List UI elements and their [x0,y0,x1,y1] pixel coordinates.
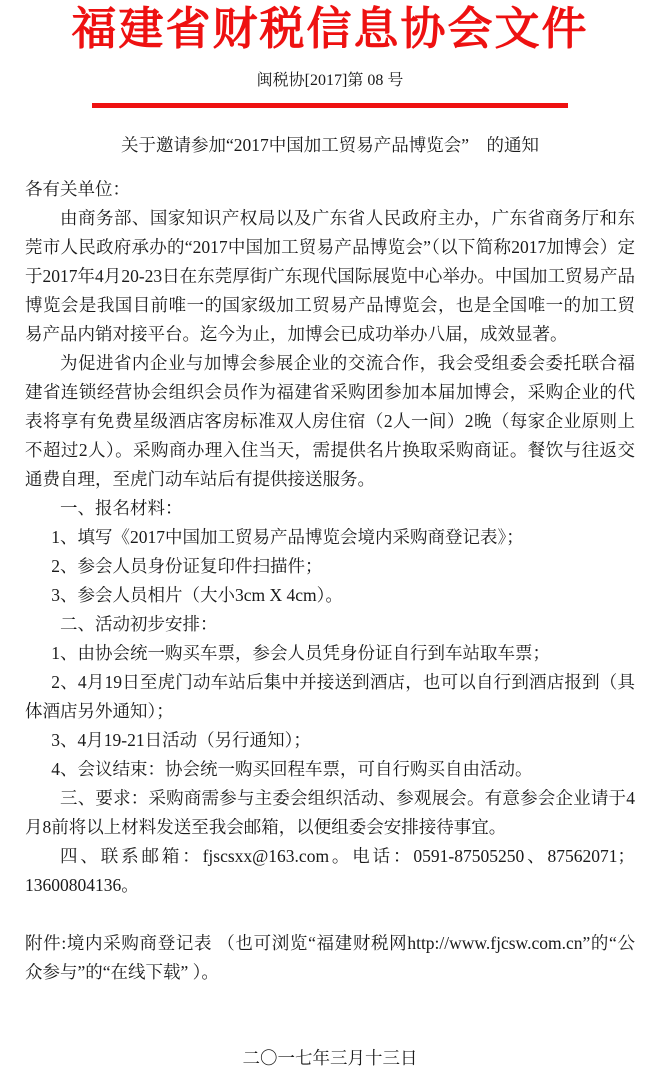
section-1-heading: 一、报名材料： [60,497,183,518]
list-item: 1、填写《2017中国加工贸易产品博览会境内采购商登记表》； [51,526,524,547]
letterhead-title: 福建省财税信息协会文件 [71,3,589,54]
section-2-heading: 二、活动初步安排： [60,613,218,634]
section-3-requirements: 三、要求：采购商需参与主委会组织活动、参观展会。有意参会企业请于4月8前将以上材料发送至我会邮箱，以便组委会安排接待事宜。 [25,787,635,837]
document-subject-title: 关于邀请参加“2017中国加工贸易产品博览会” 的通知 [120,134,540,155]
list-item: 3、参会人员相片（大小3cm X 4cm）。 [51,584,343,605]
paragraph-arrangement: 为促进省内企业与加博会参展企业的交流合作，我会受组委会委托联合福建省连锁经营协会组织会员作为福建省采购团参加本届加博会，采购企业的代表将享有免费星级酒店客房标准双人房住宿（2人一间）2晚（每家企业原则上不超过2人）。采购商办理入住当天，需提供名片换取采购商证。餐饮与往返交通费自理，至虎门动车站后有提供接送服务。 [25,352,635,489]
paragraph-intro: 由商务部、国家知识产权局以及广东省人民政府主办，广东省商务厅和东莞市人民政府承办的“2017中国加工贸易产品博览会”（以下简称2017加博会）定于2017年4月20-23日在东莞厚街广东现代国际展览中心举办。中国加工贸易产品博览会是我国目前唯一的国家级加工贸易产品博览会，也是全国唯一的加工贸易产品内销对接平台。迄今为止，加博会已成功举办八届，成效显著。 [25,207,635,344]
list-item: 2、参会人员身份证复印件扫描件； [51,555,323,576]
list-item: 1、由协会统一购买车票，参会人员凭身份证自行到车站取车票； [51,642,550,663]
list-item: 4、会议结束：协会统一购买回程车票，可自行购买自由活动。 [51,758,533,779]
section-4-contact: 四、联系邮箱：fjscsxx@163.com。电话：0591-87505250、87562071；13600804136。 [25,845,635,895]
document-date: 二〇一七年三月十三日 [242,1047,418,1068]
list-item: 2、4月19日至虎门动车站后集中并接送到酒店，也可以自行到酒店报到（具体酒店另外通知）； [25,671,635,721]
list-item: 3、4月19-21日活动（另行通知）； [51,729,311,750]
document-number: 闽税协[2017]第 08 号 [256,71,404,89]
header-divider-line [92,103,568,108]
salutation: 各有关单位： [25,178,130,199]
attachment-note: 附件:境内采购商登记表 （也可浏览“福建财税网http://www.fjcsw.com.cn”的“公众参与”的“在线下载” ）。 [25,932,635,982]
document-body [0,175,660,987]
